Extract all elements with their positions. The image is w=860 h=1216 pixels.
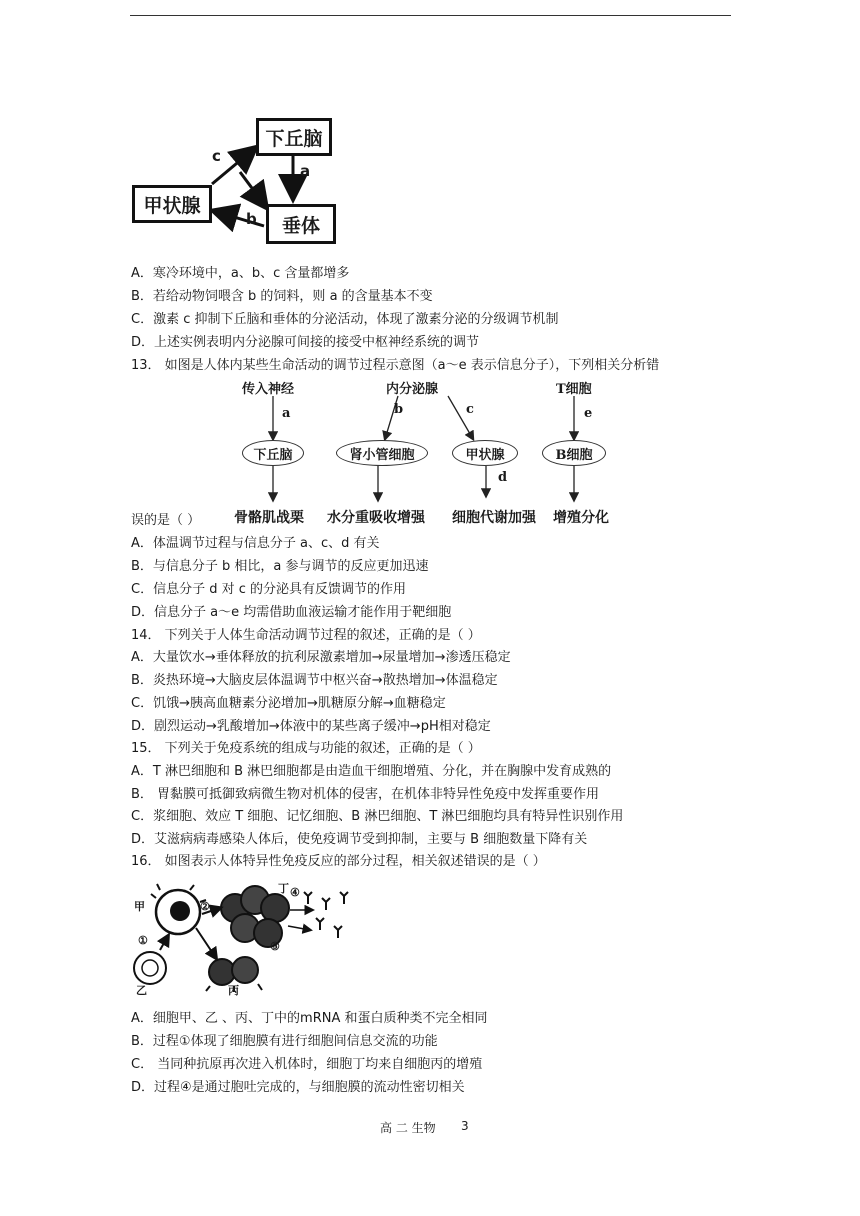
arrow-c-text: c: [466, 402, 474, 417]
b-cell-oval: B细胞: [542, 440, 606, 466]
q12-option-b: B．若给动物饲喂含 b 的饲料，则 a 的含量基本不变: [131, 289, 433, 304]
q15-option-c: C．浆细胞、效应 T 细胞、记忆细胞、B 淋巴细胞、T 淋巴细胞均具有特异性识别作用: [131, 809, 624, 824]
arrow-a-text: a: [282, 406, 291, 421]
t-cell-label: T细胞: [556, 382, 592, 397]
q14-stem: 14． 下列关于人体生命活动调节过程的叙述，正确的是（ ）: [131, 628, 481, 643]
regulation-process-diagram: [230, 376, 650, 528]
q13-option-a: A．体温调节过程与信息分子 a、c、d 有关: [131, 536, 380, 551]
q13-stem-line2: 误的是（ ）: [131, 513, 201, 528]
q15-stem: 15． 下列关于免疫系统的组成与功能的叙述，正确的是（ ）: [131, 741, 481, 756]
q15-option-b: B． 胃黏膜可抵御致病微生物对机体的侵害，在机体非特异性免疫中发挥重要作用: [131, 787, 600, 802]
cell-yi-label: 乙: [136, 984, 147, 997]
hypothalamus-box: 下丘脑: [256, 118, 332, 156]
header-rule: [130, 15, 731, 16]
hypothalamus-oval: 下丘脑: [242, 440, 304, 466]
thyroid-box: 甲状腺: [132, 185, 212, 223]
q15-option-d: D．艾滋病病毒感染人体后，使免疫调节受到抑制，主要与 B 细胞数量下降有关: [131, 832, 588, 847]
outcome-proliferation: 增殖分化: [553, 510, 609, 526]
arrow-e-text: e: [584, 406, 593, 421]
q13-option-c: C．信息分子 d 对 c 的分泌具有反馈调节的作用: [131, 582, 407, 597]
q16-option-b: B．过程①体现了细胞膜有进行细胞间信息交流的功能: [131, 1034, 438, 1049]
q14-option-c: C．饥饿→胰高血糖素分泌增加→肌糖原分解→血糖稳定: [131, 696, 446, 711]
arrow-b-text: b: [394, 402, 404, 417]
step-4-label: ④: [290, 886, 300, 899]
q14-option-d: D．剧烈运动→乳酸增加→体液中的某些离子缓冲→pH相对稳定: [131, 719, 491, 734]
q14-option-b: B．炎热环境→大脑皮层体温调节中枢兴奋→散热增加→体温稳定: [131, 673, 498, 688]
q16-option-a: A．细胞甲、乙 、丙、丁中的mRNA 和蛋白质种类不完全相同: [131, 1011, 488, 1026]
outcome-reabsorption: 水分重吸收增强: [327, 510, 425, 526]
arrow-c-label: c: [212, 147, 221, 165]
arrow-b-label: b: [246, 210, 257, 228]
q13-stem-line1: 13． 如图是人体内某些生命活动的调节过程示意图（a～e 表示信息分子），下列相关分析错: [131, 358, 660, 373]
renal-tubule-oval: 肾小管细胞: [336, 440, 428, 466]
arrow-d-text: d: [498, 470, 508, 485]
q12-option-d: D．上述实例表明内分泌腺可间接的接受中枢神经系统的调节: [131, 335, 480, 350]
q16-stem: 16． 如图表示人体特异性免疫反应的部分过程，相关叙述错误的是（ ）: [131, 854, 546, 869]
immune-response-diagram: [130, 878, 360, 998]
pituitary-box: 垂体: [266, 204, 336, 244]
hormone-axis-diagram: [130, 112, 340, 252]
step-1-label: ①: [138, 934, 148, 947]
arrow-a-label: a: [300, 162, 311, 180]
endocrine-gland-label: 内分泌腺: [386, 382, 439, 397]
q13-option-b: B．与信息分子 b 相比，a 参与调节的反应更加迅速: [131, 559, 429, 574]
outcome-shivering: 骨骼肌战栗: [234, 510, 304, 526]
q13-option-d: D．信息分子 a～e 均需借助血液运输才能作用于靶细胞: [131, 605, 452, 620]
footer-subject: 高 二 生物: [380, 1121, 436, 1135]
immune-cells-drawing: [130, 878, 360, 998]
cell-bing-label: 丙: [228, 984, 239, 997]
step-3-label: ③: [270, 940, 280, 953]
outcome-metabolism: 细胞代谢加强: [452, 510, 536, 526]
afferent-nerve-label: 传入神经: [242, 382, 295, 397]
thyroid-oval: 甲状腺: [452, 440, 518, 466]
footer-page-number: 3: [461, 1119, 469, 1133]
q15-option-a: A．T 淋巴细胞和 B 淋巴细胞都是由造血干细胞增殖、分化，并在胸腺中发育成熟的: [131, 764, 612, 779]
cell-ding-label: 丁: [278, 882, 289, 895]
q16-option-c: C． 当同种抗原再次进入机体时，细胞丁均来自细胞丙的增殖: [131, 1057, 483, 1072]
q16-option-d: D．过程④是通过胞吐完成的，与细胞膜的流动性密切相关: [131, 1080, 465, 1095]
q12-option-a: A．寒冷环境中，a、b、c 含量都增多: [131, 266, 350, 281]
step-2-label: ②: [200, 900, 210, 913]
cell-jia-label: 甲: [134, 900, 145, 913]
q12-option-c: C．激素 c 抑制下丘脑和垂体的分泌活动，体现了激素分泌的分级调节机制: [131, 312, 559, 327]
q14-option-a: A．大量饮水→垂体释放的抗利尿激素增加→尿量增加→渗透压稳定: [131, 650, 511, 665]
